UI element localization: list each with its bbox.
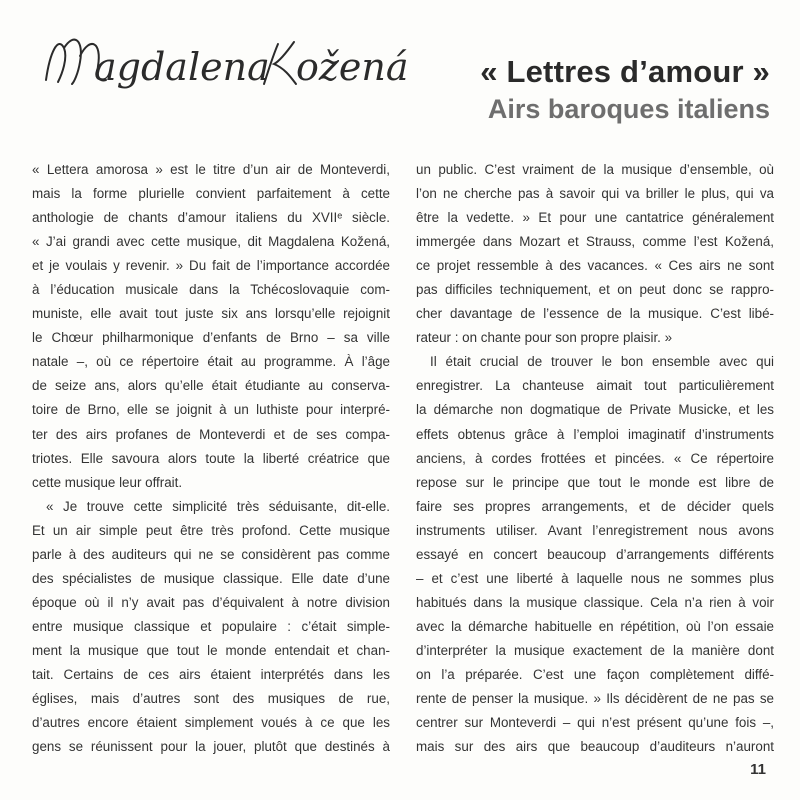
text-line: « Lettera amorosa » est le titre d’un air de Monteverdi, (32, 162, 390, 177)
text-line: époque où il n’y avait pas d’équivalent à notre division (32, 594, 390, 610)
text-line: des spécialistes de musique classique. Elle date d’une (32, 570, 390, 586)
text-line: ce projet ressemble à des vacances. « Ces airs ne sont (416, 258, 774, 274)
text-line: entre musique classique et populaire : c’était simple- (32, 618, 390, 634)
text-line: instruments utiliser. Avant l’enregistrement nous avons (416, 522, 774, 538)
text-line: enregistrer. La chanteuse aimait tout particulièrement (416, 378, 774, 394)
text-line: le Chœur philharmonique d’enfants de Brno – sa ville (32, 330, 390, 346)
text-column-right (416, 158, 774, 759)
text-line: un public. C’est vraiment de la musique d’ensemble, où (416, 162, 774, 177)
text-line: centrer sur Monteverdi – qui n’est présent qu’une fois –, (416, 715, 774, 731)
text-line: parle à des auditeurs qui ne se considèrent pas comme (32, 546, 390, 562)
text-line: repose sur le principe que tout le monde est libre de (416, 474, 774, 490)
text-line: faire ses propres arrangements, et de décider quels (416, 498, 774, 514)
text-line: d’autres encore étaient simplement voués à ce que les (32, 715, 390, 731)
text-line: natale –, où ce répertoire était au programme. À l’âge (32, 354, 390, 370)
text-line: essayé en concert beaucoup d’arrangements différents (416, 546, 774, 562)
text-line: « J’ai grandi avec cette musique, dit Magdalena Kožená, (32, 234, 390, 250)
page-number: 11 (750, 761, 766, 778)
handwritten-signature (28, 22, 448, 100)
svg-text:agdalena: agdalena (94, 45, 270, 89)
text-line: habitués dans la musique classique. Cela n’a rien à voir (416, 594, 774, 610)
text-line: toire de Brno, elle se joignit à un luthiste pour interpré- (32, 402, 390, 418)
text-line: anciens, à cordes frottées et pincées. « Ce répertoire (416, 450, 774, 466)
text-line: Et un air simple peut être très profond. Cette musique (32, 522, 390, 538)
text-line: ter des airs profanes de Monteverdi et de ses compa- (32, 426, 390, 442)
text-line: rente de penser la musique. » Ils décidèrent de ne pas se (416, 691, 774, 707)
text-line: l’on ne cherche pas à savoir qui va briller le plus, qui va (416, 186, 774, 202)
text-line: muniste, elle avait tout juste six ans lorsqu’elle rejoignit (32, 306, 390, 322)
page-title: « Lettres d’amour » (480, 54, 770, 89)
text-line: cher davantage de l’essence de la musique. C’est libé- (416, 306, 774, 322)
text-line: être la vedette. » Et pour une cantatrice généralement (416, 210, 774, 226)
text-line: cette musique leur offrait. (32, 474, 183, 490)
text-line: la démarche non dogmatique de Private Musicke, et les (416, 402, 774, 418)
text-line: avec la démarche habituelle en répétition, où l’on essaie (416, 618, 774, 634)
text-line: effets obtenus grâce à l’emploi imaginatif d’instruments (416, 426, 774, 442)
text-line: pas difficiles techniquement, et on peut donc se rappro- (416, 282, 774, 298)
svg-text:ožená: ožená (296, 45, 409, 89)
text-line: Il était crucial de trouver le bon ensemble avec qui (430, 354, 774, 370)
text-line: tait. Certains de ces airs étaient interprétés dans les (32, 666, 390, 682)
text-line: triotes. Elle savoura alors toute la liberté créatrice que (32, 450, 390, 466)
text-line: immergée dans Mozart et Strauss, comme l’est Kožená, (416, 234, 774, 250)
text-line: mais sur des airs que beaucoup d’auditeurs n’auront (416, 739, 774, 755)
text-line: et je voulais y revenir. » Du fait de l’importance accordée (32, 258, 390, 274)
text-line: à l’éducation musicale dans la Tchécoslovaquie com- (32, 282, 390, 298)
text-column-left (32, 158, 390, 759)
text-line: de seize ans, alors qu’elle était étudiante au conserva- (32, 378, 390, 394)
text-line: on l’a préparée. C’est une façon complètement diffé- (416, 666, 774, 682)
text-line: anthologie de chants d’amour italiens du XVIIᵉ siècle. (32, 210, 390, 226)
page-subtitle: Airs baroques italiens (487, 94, 770, 124)
text-line: églises, mais d’autres sont des musiques de rue, (32, 691, 390, 707)
text-line: ment la musique que tout le monde entendait et chan- (32, 642, 390, 658)
text-line: « Je trouve cette simplicité très séduisante, dit-elle. (46, 498, 390, 514)
text-line: rateur : on chante pour son propre plaisir. » (416, 330, 673, 346)
text-line: gens se réunissent pour la jouer, plutôt que destinés à (32, 739, 390, 755)
text-line: – et c’est une liberté à laquelle nous ne sommes plus (416, 570, 774, 586)
text-line: mais la forme plurielle convient parfaitement à cette (32, 186, 390, 202)
text-line: d’interpréter la musique exactement de la manière dont (416, 642, 774, 658)
